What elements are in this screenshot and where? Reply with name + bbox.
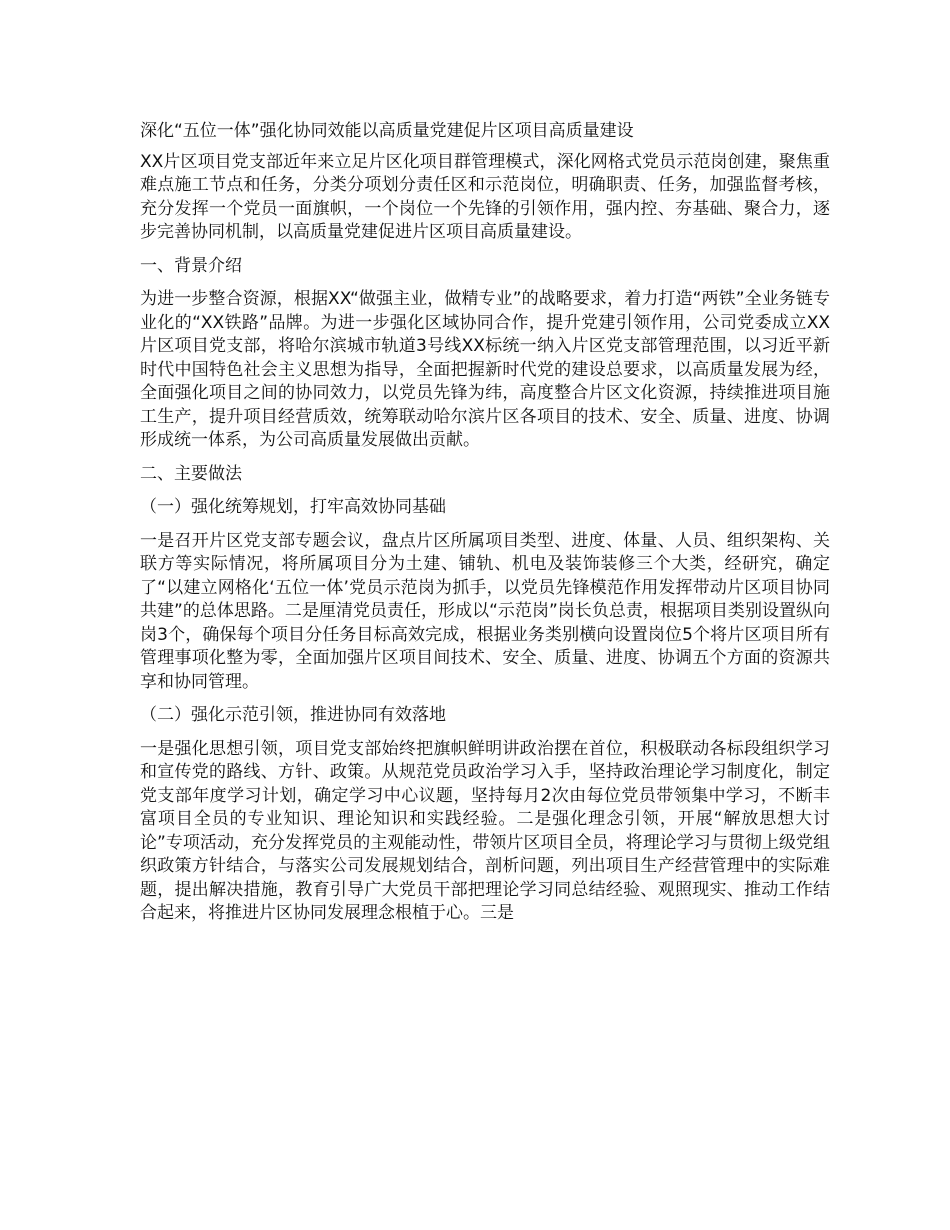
document-body xyxy=(140,120,830,936)
demonstration-paragraph: 一是强化思想引领，项目党支部始终把旗帜鲜明讲政治摆在首位，积极联动各标段组织学习和宣传党的路线、方针、政策。从规范党员政治学习入手，坚持政治理论学习制度化，制定党支部年度学习计划，确定学习中心议题，坚持每月2次由每位党员带领集中学习，不断丰富项目全员的专业知识、理论知识和实践经验。二是强化理念引领，开展“解放思想大讨论”专项活动，充分发挥党员的主观能动性，带领片区项目全员，将理论学习与贯彻上级党组织政策方针结合，与落实公司发展规划结合，剖析问题，列出项目生产经营管理中的实际难题，提出解决措施，教育引导广大党员干部把理论学习同总结经验、观照现实、推动工作结合起来，将推进片区协同发展理念根植于心。三是 xyxy=(140,738,830,923)
planning-paragraph: 一是召开片区党支部专题会议，盘点片区所属项目类型、进度、体量、人员、组织架构、关联方等实际情况，将所属项目分为土建、铺轨、机电及装饰装修三个大类，经研究，确定了“以建立网格化‘五位一体’党员示范岗为抓手，以党员先锋模范作用发挥带动片区项目协同共建”的总体思路。二是厘清党员责任，形成以“示范岗”岗长负总责，根据项目类别设置纵向岗3个，确保每个项目分任务目标高效完成，根据业务类别横向设置岗位5个将片区项目所有管理事项化整为零，全面加强片区项目间技术、安全、质量、进度、协调五个方面的资源共享和协同管理。 xyxy=(140,530,830,692)
document-title: 深化“五位一体”强化协同效能以高质量党建促片区项目高质量建设 xyxy=(140,121,634,141)
subheading-demonstration: （二）强化示范引领，推进协同有效落地 xyxy=(140,705,446,725)
section-heading-background: 一、背景介绍 xyxy=(140,255,242,276)
background-paragraph: 为进一步整合资源，根据XX“做强主业，做精专业”的战略要求，着力打造“两铁”全业务链专业化的“XX铁路”品牌。为进一步强化区域协同合作，提升党建引领作用，公司党委成立XX片区项目党支部，将哈尔滨城市轨道3号线XX标统一纳入片区党支部管理范围，以习近平新时代中国特色社会主义思想为指导，全面把握新时代党的建设总要求，以高质量发展为经，全面强化项目之间的协同效力，以党员先锋为纬，高度整合片区文化资源，持续推进项目施工生产，提升项目经营质效，统筹联动哈尔滨片区各项目的技术、安全、质量、进度、协调形成统一体系，为公司高质量发展做出贡献。 xyxy=(140,289,830,450)
section-heading-main-practices: 二、主要做法 xyxy=(140,463,242,484)
intro-paragraph: XX片区项目党支部近年来立足片区化项目群管理模式，深化网格式党员示范岗创建，聚焦重难点施工节点和任务，分类分项划分责任区和示范岗位，明确职责、任务，加强监督考核，充分发挥一个党员一面旗帜，一个岗位一个先锋的引领作用，强内控、夯基础、聚合力，逐步完善协同机制，以高质量党建促进片区项目高质量建设。 xyxy=(140,151,830,242)
subheading-planning: （一）强化统筹规划，打牢高效协同基础 xyxy=(140,497,446,517)
